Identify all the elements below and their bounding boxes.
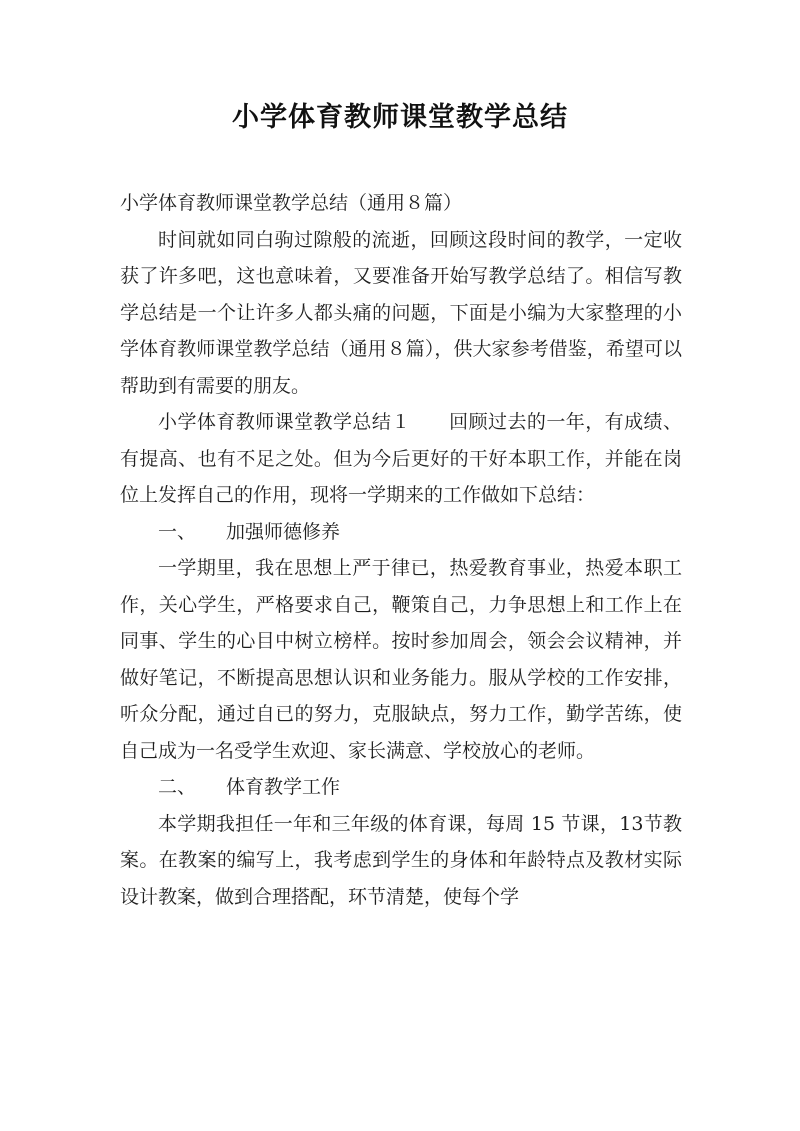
section-2-paragraph: 本学期我担任一年和三年级的体育课，每周 15 节课，13节教案。在教案的编写上，我考虑到学生的身体和年龄特点及教材实际设计教案，做到合理搭配，环节清楚，使每个学 [120,812,682,908]
article-1-title: 小学体育教师课堂教学总结１ [158,411,411,433]
section-2-number: 二、 [158,776,197,798]
section-1-number: 一、 [158,520,197,543]
section-2-title: 体育教学工作 [226,776,341,798]
article-1-paragraph [120,404,682,514]
section-1-heading [120,514,682,551]
article-1-intro: 回顾过去的一年，有成绩、有提高、也有不足之处。但为今后更好的干好本职工作，并能在岗位上发挥自己的作用，现将一学期来的工作做如下总结： [120,411,682,506]
document-title: 小学体育教师课堂教学总结 [232,102,568,133]
section-1-title: 加强师德修养 [226,520,341,543]
section-2-heading [120,769,682,806]
document-body [120,185,682,915]
document-subtitle: 小学体育教师课堂教学总结（通用８篇） [120,192,463,214]
section-1-paragraph: 一学期里，我在思想上严于律已，热爱教育事业，热爱本职工作，关心学生，严格要求自己，鞭策自己，力争思想上和工作上在同事、学生的心目中树立榜样。按时参加周会，领会会议精神，并做好笔记，不断提高思想认识和业务能力。服从学校的工作安排，听众分配，通过自已的努力，克服缺点，努力工作，勤学苦练，使自己成为一名受学生欢迎、家长满意、学校放心的老师。 [120,557,682,762]
intro-paragraph: 时间就如同白驹过隙般的流逝，回顾这段时间的教学，一定收获了许多吧，这也意味着，又要准备开始写教学总结了。相信写教学总结是一个让许多人都头痛的问题，下面是小编为大家整理的小学体育教师课堂教学总结（通用８篇），供大家参考借鉴，希望可以帮助到有需要的朋友。 [120,228,682,397]
